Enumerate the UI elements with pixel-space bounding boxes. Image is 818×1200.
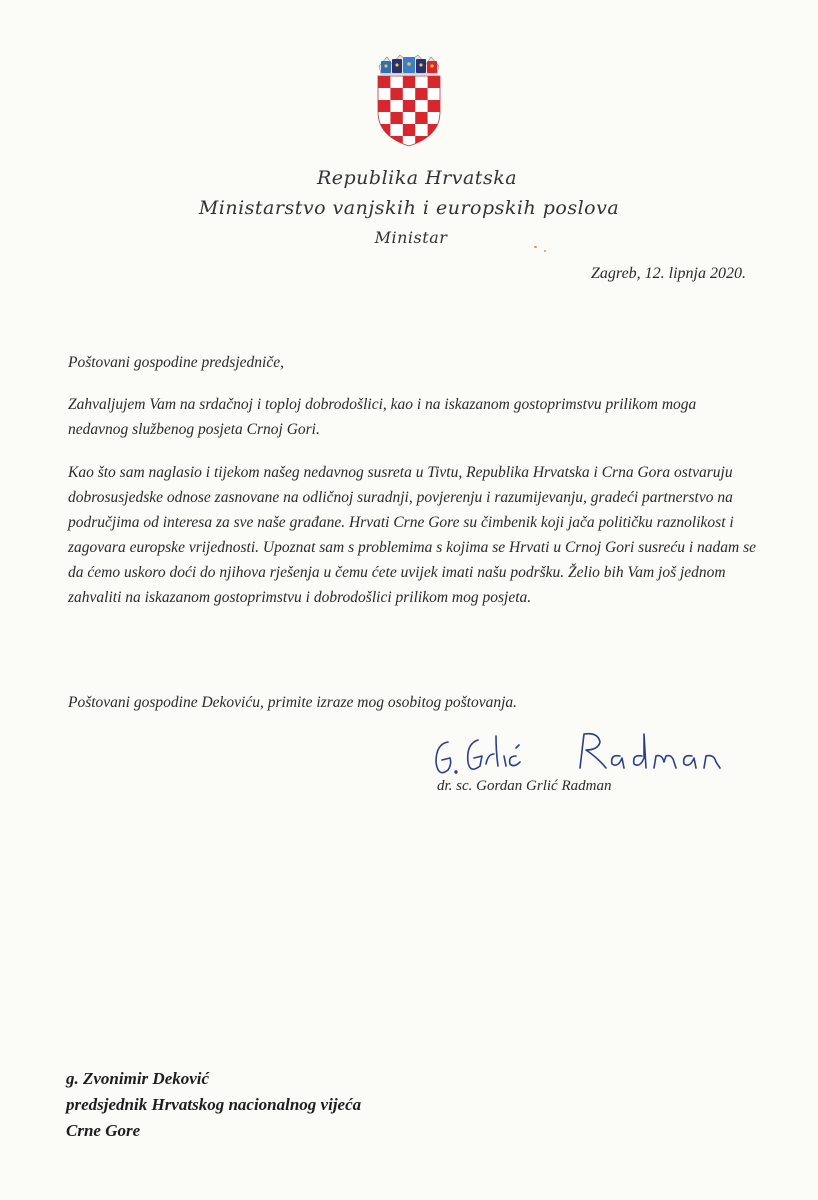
recipient-title-continued: Crne Gore	[66, 1121, 141, 1140]
body-paragraph: Zahvaljujem Vam na srdačnoj i toploj dobrodošlici, kao i na iskazanom gostoprimstvu prilikom moga nedavnog službenog posjeta Crnoj Gori.	[68, 396, 697, 438]
closing-line: Poštovani gospodine Dekoviću, primite izraze mog osobitog poštovanja.	[68, 694, 518, 711]
paper-speck	[544, 250, 546, 252]
letterhead-ministry: Ministarstvo vanjskih i europskih poslova	[198, 197, 620, 219]
letterhead-office: Ministar	[374, 228, 448, 247]
body-paragraph: Kao što sam naglasio i tijekom našeg nedavnog susreta u Tivtu, Republika Hrvatska i Crna Gora ostvaruju dobrosusjedske odnose zasnovane na odličnoj suradnji, povjerenju i razumijevanju, gradeći partnerstvo na područjima od interesa za sve naše građane. Hrvati Crne Gore su čimbenik koji jača političku raznolikost i zagovara europske vrijednosti. Upoznat sam s problemima s kojima se Hrvati u Crnoj Gori susreću i nadam se da ćemo uskoro doći do njihova rješenja u čemu ćete uvijek imati našu podršku. Želio bih Vam još jednom zahvaliti na iskazanom gostoprimstvu i dobrodošlici prilikom mog posjeta.	[68, 464, 756, 606]
croatian-coat-of-arms-icon	[374, 52, 444, 148]
paper-speck	[534, 246, 537, 248]
checkerboard-shield	[378, 76, 440, 148]
recipient-block	[66, 1066, 361, 1144]
signatory-name: dr. sc. Gordan Grlić Radman	[437, 778, 612, 794]
recipient-name: g. Zvonimir Deković	[66, 1069, 210, 1088]
letter-date: Zagreb, 12. lipnja 2020.	[591, 265, 746, 282]
salutation: Poštovani gospodine predsjedniče,	[68, 354, 284, 371]
crown-icon	[379, 55, 439, 74]
letterhead-country: Republika Hrvatska	[316, 167, 518, 189]
recipient-title: predsjednik Hrvatskog nacionalnog vijeća	[66, 1095, 362, 1114]
